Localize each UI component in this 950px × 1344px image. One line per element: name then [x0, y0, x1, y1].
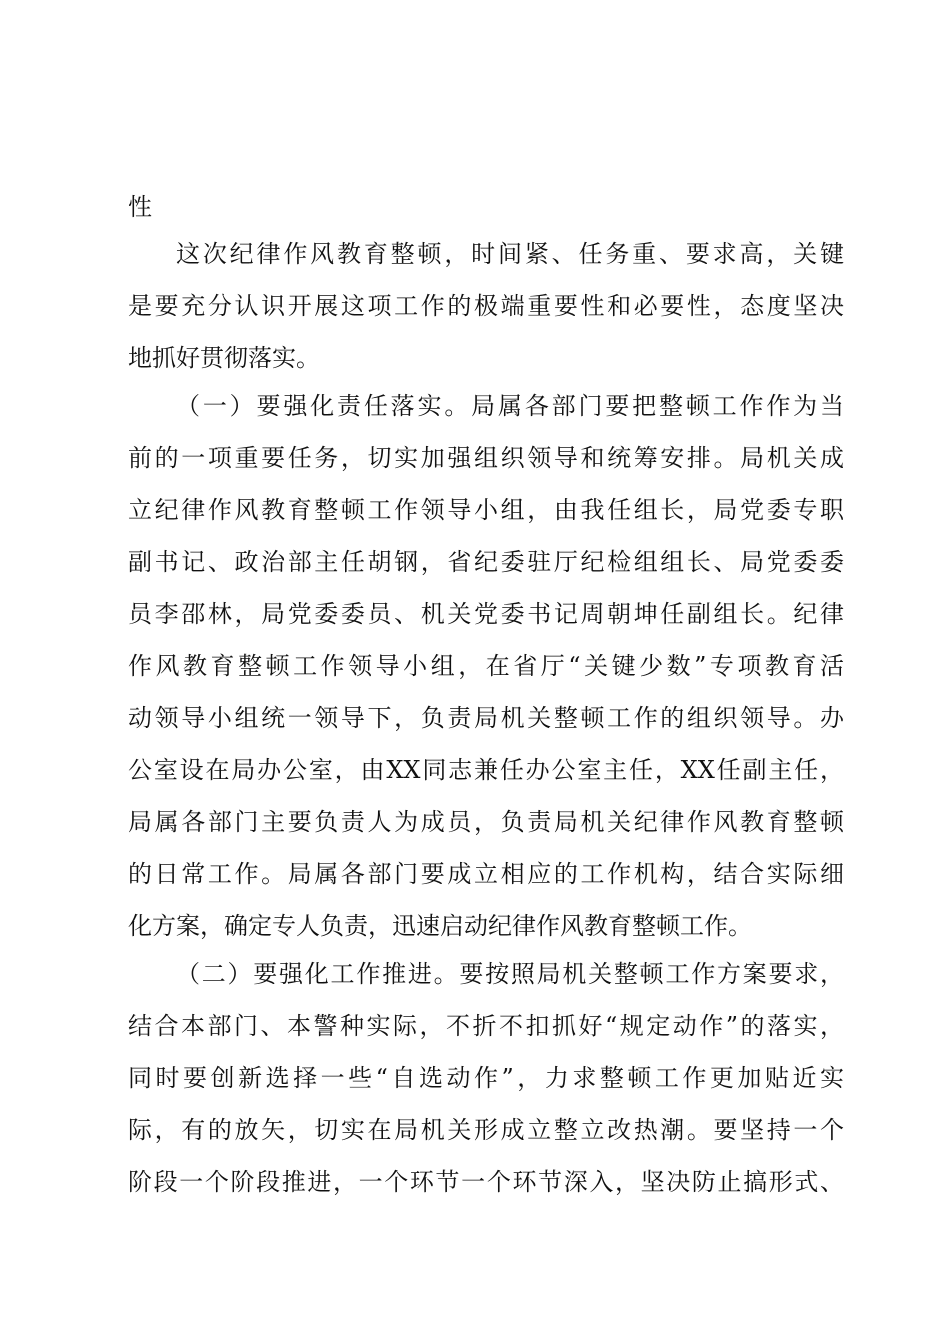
paragraph-2-line-10: 的日常工作。局属各部门要成立相应的工作机构，结合实际细: [128, 860, 844, 888]
paragraph-2-line-11: 化方案，确定专人负责，迅速启动纪律作风教育整顿工作。: [128, 912, 752, 940]
paragraph-3-line-3: 同时要创新选择一些“自选动作”，力求整顿工作更加贴近实: [128, 1064, 844, 1092]
paragraph-3-line-4: 际，有的放矢，切实在局机关形成立整立改热潮。要坚持一个: [128, 1116, 844, 1144]
paragraph-2-line-4: 副书记、政治部主任胡钢，省纪委驻厅纪检组组长、局党委委: [128, 548, 844, 576]
paragraph-2-line-3: 立纪律作风教育整顿工作领导小组，由我任组长，局党委专职: [128, 496, 844, 524]
paragraph-1-line-1: 这次纪律作风教育整顿，时间紧、任务重、要求高，关键: [176, 240, 844, 268]
text-line: 性: [128, 193, 152, 221]
paragraph-3-line-2: 结合本部门、本警种实际，不折不扣抓好“规定动作”的落实，: [128, 1012, 844, 1040]
paragraph-2-line-1: （一）要强化责任落实。局属各部门要把整顿工作作为当: [176, 392, 844, 420]
paragraph-2-line-8: 公室设在局办公室，由XX同志兼任办公室主任，XX任副主任，: [128, 756, 844, 784]
paragraph-2-line-6: 作风教育整顿工作领导小组，在省厅“关键少数”专项教育活: [128, 652, 844, 680]
paragraph-2-line-7: 动领导小组统一领导下，负责局机关整顿工作的组织领导。办: [128, 704, 844, 732]
paragraph-1-line-2: 是要充分认识开展这项工作的极端重要性和必要性，态度坚决: [128, 292, 844, 320]
paragraph-2-line-9: 局属各部门主要负责人为成员，负责局机关纪律作风教育整顿: [128, 808, 844, 836]
paragraph-3-line-1: （二）要强化工作推进。要按照局机关整顿工作方案要求，: [176, 960, 844, 988]
paragraph-3-line-5: 阶段一个阶段推进，一个环节一个环节深入，坚决防止搞形式、: [128, 1168, 844, 1196]
paragraph-2-line-5: 员李邵林，局党委委员、机关党委书记周朝坤任副组长。纪律: [128, 600, 844, 628]
paragraph-2-line-2: 前的一项重要任务，切实加强组织领导和统筹安排。局机关成: [128, 444, 844, 472]
paragraph-1-line-3: 地抓好贯彻落实。: [128, 344, 320, 372]
